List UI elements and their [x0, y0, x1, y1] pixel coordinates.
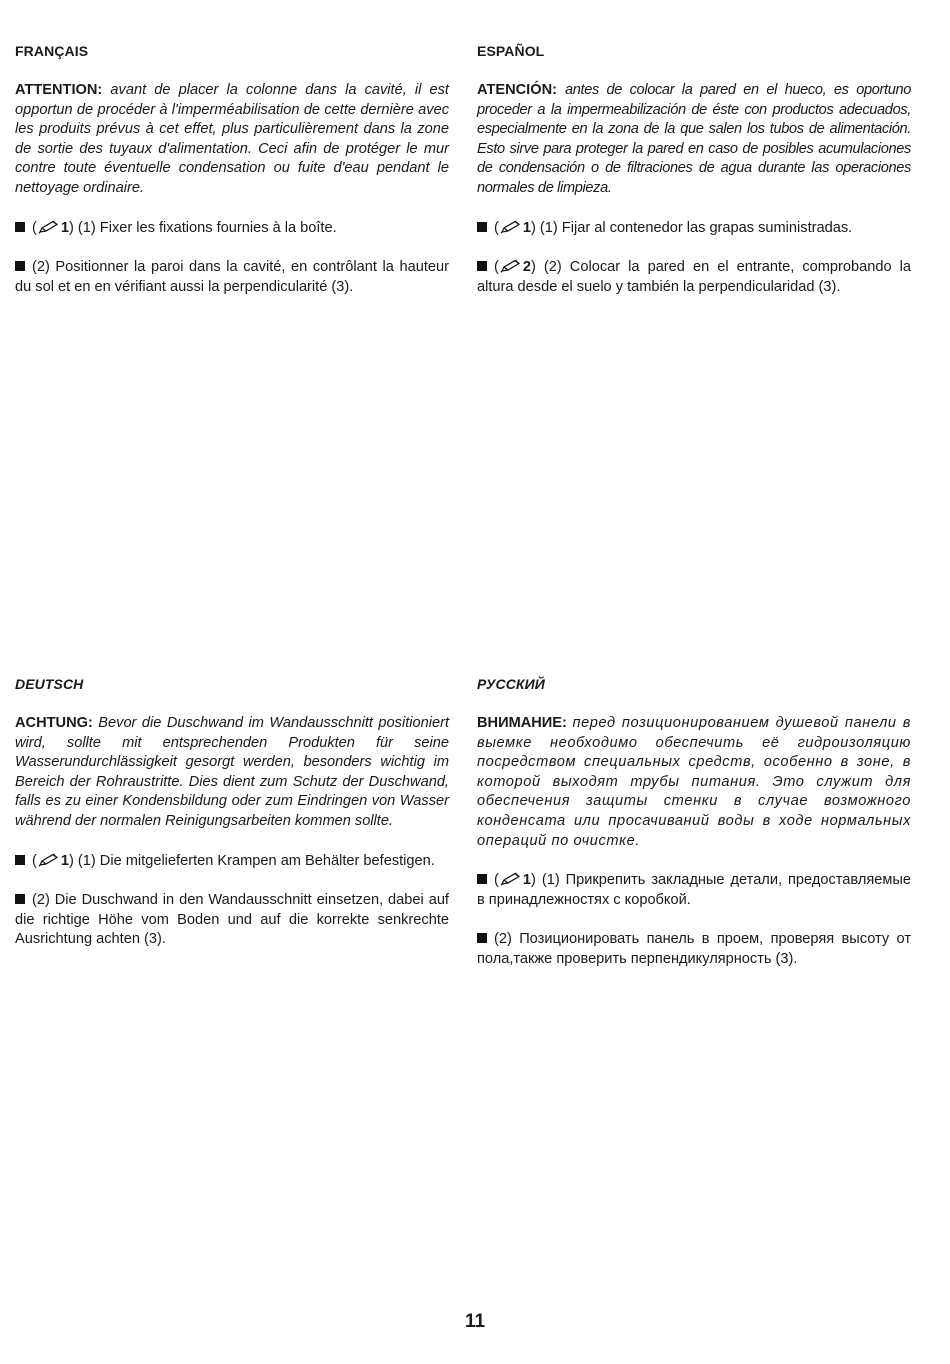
- step-1-open: (: [32, 219, 37, 236]
- section-title: РУССКИЙ: [477, 676, 545, 692]
- step-1-text: ) (1) Fixer les fixations fournies à la boîte.: [69, 219, 337, 236]
- pencil-icon: [38, 220, 60, 234]
- bullet-square-icon: [477, 933, 487, 943]
- page-number: 11: [464, 1311, 486, 1332]
- step-1-open: (: [494, 219, 499, 236]
- bullet-square-icon: [15, 261, 25, 271]
- step-1: [477, 871, 911, 910]
- warning-label: ВНИМАНИЕ:: [477, 715, 567, 731]
- step-2: [15, 258, 449, 297]
- step-1: [477, 219, 911, 239]
- warning-label: ATENCIÓN:: [477, 82, 557, 98]
- warning-text: Bevor die Duschwand im Wandausschnitt positioniert wird, sollte mit entsprechenden Produkten für seine Wasserundurchlässigkeit gesorgt werden, besonders wichtig im Bereich der Rohraustritte. Dies dient zum Schutz der Duschwand, falls es zu einer Kondensbildung oder zum Eindringen von Wasser während der normalen Reinigungsarbeiten kommen sollte.: [15, 715, 449, 829]
- bullet-square-icon: [15, 222, 25, 232]
- step-1-text: ) (1) Прикрепить закладные детали, предоставляемые в принадлежностях с коробкой.: [477, 872, 911, 908]
- bullet-square-icon: [477, 222, 487, 232]
- pencil-icon: [500, 259, 522, 273]
- warning-paragraph: [15, 714, 449, 832]
- bullet-square-icon: [477, 261, 487, 271]
- warning-text: avant de placer la colonne dans la cavité, il est opportun de procéder à l'imperméabilisation de cette dernière avec les produits prévus à cet effet, plus particulièrement dans la zone de sortie des tuyaux d'alimentation. Ceci afin de protéger le mur contre toute éventuelle condensation ou fuite d'eau pendant le nettoyage ordinaire.: [15, 82, 449, 196]
- step-1-text: ) (1) Fijar al contenedor las grapas suministradas.: [531, 219, 853, 236]
- warning-label: ACHTUNG:: [15, 715, 93, 731]
- step-2: [15, 891, 449, 950]
- warning-paragraph: [15, 81, 449, 199]
- pencil-icon: [38, 853, 60, 867]
- figure-number: 1: [60, 852, 69, 869]
- section-title: ESPAÑOL: [477, 43, 545, 59]
- figure-number: 2: [522, 259, 531, 276]
- step-2: [477, 258, 911, 297]
- section-title: FRANÇAIS: [15, 43, 89, 59]
- bullet-square-icon: [477, 874, 487, 884]
- step-1: [15, 852, 449, 872]
- step-2-text: (2) Die Duschwand in den Wandausschnitt einsetzen, dabei auf die richtige Höhe vom Boden und auf die korrekte senkrechte Ausrichtung achten (3).: [15, 892, 449, 948]
- step-1-open: (: [494, 872, 499, 889]
- step-2-text: (2) Positionner la paroi dans la cavité, en contrôlant la hauteur du sol et en en vérifiant aussi la perpendicularité (3).: [15, 259, 449, 295]
- step-2: [477, 930, 911, 969]
- figure-number: 1: [522, 219, 531, 236]
- step-1-open: (: [32, 852, 37, 869]
- section-russian: [477, 674, 911, 990]
- section-espanol: [477, 41, 911, 317]
- section-title: DEUTSCH: [15, 676, 84, 692]
- section-deutsch: [15, 674, 449, 970]
- bullet-square-icon: [15, 894, 25, 904]
- figure-number: 1: [60, 219, 69, 236]
- step-2-text: (2) Позиционировать панель в проем, проверяя высоту от пола,также проверить перпендикулярность (3).: [477, 931, 911, 967]
- step-2-open: (: [494, 259, 499, 276]
- step-1: [15, 219, 449, 239]
- warning-label: ATTENTION:: [15, 82, 103, 98]
- pencil-icon: [500, 220, 522, 234]
- warning-text: перед позиционированием душевой панели в выемке необходимо обеспечить её гидроизоляцию посредством специальных средств, особенно в зоне, в которой выходят трубы питания. Это служит для обеспечения защиты стенки в случае возможного конденсата или просачиваний воды в ходе нормальных операций по очистке.: [477, 715, 911, 849]
- figure-number: 1: [522, 872, 531, 889]
- warning-paragraph: [477, 714, 911, 851]
- step-2-text: ) (2) Colocar la pared en el entrante, comprobando la altura desde el suelo y también la perpendicularidad (3).: [477, 259, 911, 295]
- warning-text: antes de colocar la pared en el hueco, es oportuno proceder a la impermeabilización de éste con productos adecuados, especialmente en la zona de la que salen los tubos de alimentación. Esto sirve para proteger la pared en caso de posibles acumulaciones de condensación o de filtraciones de agua durante las operaciones normales de limpieza.: [477, 82, 912, 196]
- section-francais: [15, 41, 449, 317]
- step-1-text: ) (1) Die mitgelieferten Krampen am Behälter befestigen.: [69, 852, 435, 869]
- pencil-icon: [500, 872, 522, 886]
- warning-paragraph: [477, 81, 911, 199]
- bullet-square-icon: [15, 855, 25, 865]
